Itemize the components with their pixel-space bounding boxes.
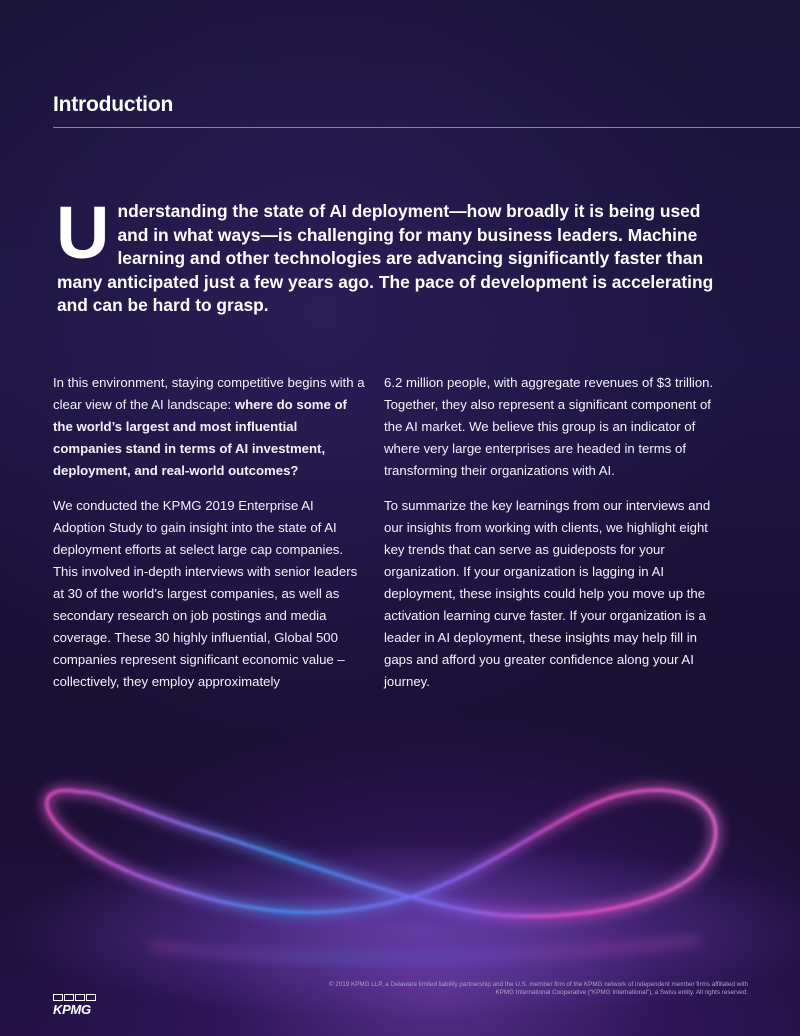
lead-paragraph [56, 191, 717, 318]
heading-divider [53, 127, 800, 128]
right-column [384, 372, 714, 706]
left-column [53, 372, 368, 706]
right-paragraph-1: 6.2 million people, with aggregate revenues of $3 trillion. Together, they also represent a significant component of the AI market. We believe this group is an indicator of where very large enterprises are headed in terms of transforming their organizations with AI. [384, 375, 714, 478]
copyright-line-2: KPMG International Cooperative (“KPMG International”), a Swiss entity. All rights reserved. [495, 989, 748, 996]
left-paragraph-2: We conducted the KPMG 2019 Enterprise AI Adoption Study to gain insight into the state of AI deployment efforts at select large cap companies. This involved in-depth interviews with senior leaders at 30 of the world’s largest companies, as well as secondary research on job postings and media coverage. These 30 highly influential, Global 500 companies represent significant economic value – collectively, they employ approximately [53, 498, 358, 689]
copyright-line-1: © 2019 KPMG LLP, a Delaware limited liability partnership and the U.S. member firm of the KPMG network of independent member firms affiliated with [328, 981, 748, 988]
lead-text: nderstanding the state of AI deployment—how broadly it is being used and in what ways—is challenging for many business leaders. Machine learning and other technologies are advancing significantly faster than many anticipated just a few years ago. The pace of development is accelerating and can be hard to grasp. [57, 201, 714, 315]
left-paragraph-1-highlight: where do some of the world’s largest and most influential companies stand in terms of AI investment, deployment, and real-world outcomes? [53, 397, 347, 478]
left-paragraph-1 [53, 372, 368, 482]
right-paragraph-2: To summarize the key learnings from our interviews and our insights from working with clients, we highlight eight key trends that can serve as guideposts for your organization. If your organization is lagging in AI deployment, these insights could help you move up the activation learning curve faster. If your organization is a leader in AI deployment, these insights may help fill in gaps and afford you greater confidence along your AI journey. [384, 498, 711, 689]
page-heading: Introduction [53, 93, 174, 116]
logo-text: KPMG [53, 1002, 91, 1017]
copyright-notice [278, 981, 748, 997]
logo-boxes-icon [53, 994, 96, 1001]
left-paragraph-1-intro: In this environment, staying competitive begins with a clear view of the AI landscape: [53, 375, 365, 412]
drop-cap: U [56, 191, 110, 274]
kpmg-logo [53, 994, 96, 1017]
